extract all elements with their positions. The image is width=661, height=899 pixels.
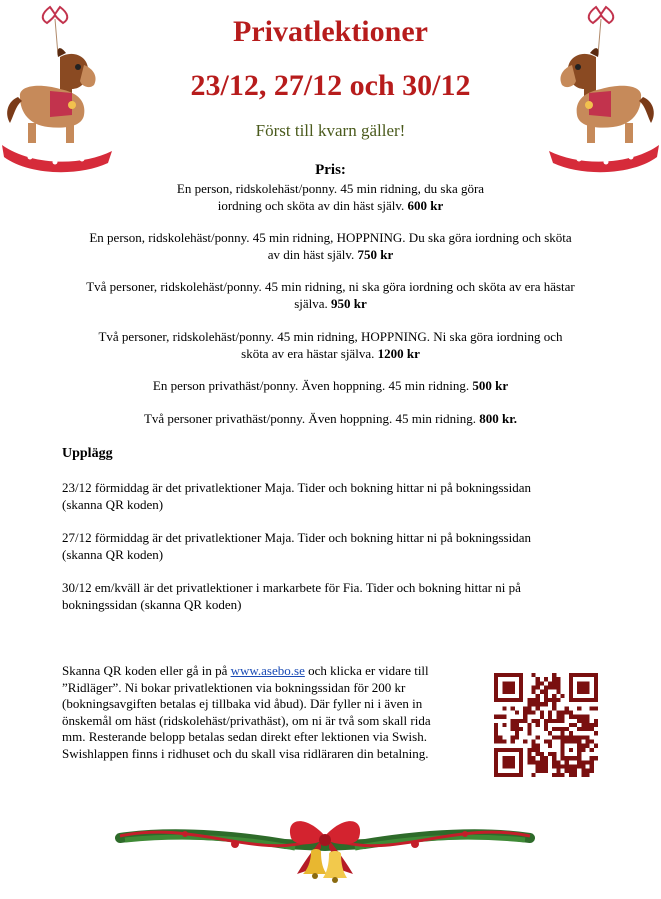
price-heading: Pris: (315, 162, 346, 178)
price-item: Två personer privathäst/ponny. Även hoppning. 45 min ridning. 800 kr. (143, 411, 518, 426)
qr-code-icon[interactable] (494, 673, 598, 777)
subtitle: Först till kvarn gäller! (255, 121, 406, 140)
price-item: Två personer, ridskolehäst/ponny. 45 min ridning, ni ska göra iordning och sköta av era hästar själva. 950 kr (86, 279, 575, 311)
price-item: En person privathäst/ponny. Även hoppning. 45 min ridning. 500 kr (152, 378, 509, 393)
lesson-dates: 23/12, 27/12 och 30/12 (190, 69, 471, 102)
price-amount: 800 kr. (479, 411, 518, 426)
price-amount: 950 kr (331, 296, 367, 311)
price-amount: 500 kr (472, 378, 509, 393)
christmas-garland-icon (115, 800, 535, 892)
schedule-paragraph: 23/12 förmiddag är det privatlektioner Maja. Tider och bokning hittar ni på bokningssidan (skanna QR koden) (62, 480, 532, 512)
booking-info: Skanna QR koden eller gå in på www.asebo.se och klicka er vidare till ”Ridläger”. Ni bokar privatlektionen via bokningssidan för 200 kr (bokningsavgiften betalas ej tillbaka vid åbud). Där fyller ni i även in önskemål om häst (ridskolehäst/privathäst), om ni är två som skall rida mm. Resterande belopp betalas sedan direkt efter lektionen via Swish. Swishlappen finns i ridhuset och du skall visa ridläraren din betalning. (62, 663, 431, 761)
page-title: Privatlektioner (233, 15, 428, 48)
price-item: En person, ridskolehäst/ponny. 45 min ridning, HOPPNING. Du ska göra iordning och sköta av din häst själv. 750 kr (89, 230, 572, 262)
schedule-paragraph: 27/12 förmiddag är det privatlektioner Maja. Tider och bokning hittar ni på bokningssidan (skanna QR koden) (62, 530, 532, 562)
upplagg-heading: Upplägg (62, 446, 113, 461)
website-link[interactable]: www.asebo.se (230, 663, 305, 678)
price-amount: 1200 kr (377, 346, 420, 361)
price-item: En person, ridskolehäst/ponny. 45 min ridning, du ska göra iordning och sköta av din häst själv. 600 kr (176, 181, 485, 213)
price-amount: 750 kr (357, 247, 394, 262)
price-item: Två personer, ridskolehäst/ponny. 45 min ridning, HOPPNING. Ni ska göra iordning och sköta av era hästar själva. 1200 kr (98, 329, 563, 361)
price-amount: 600 kr (407, 198, 444, 213)
schedule-paragraph: 30/12 em/kväll är det privatlektioner i markarbete för Fia. Tider och bokning hittar ni på bokningssidan (skanna QR koden) (62, 580, 521, 612)
